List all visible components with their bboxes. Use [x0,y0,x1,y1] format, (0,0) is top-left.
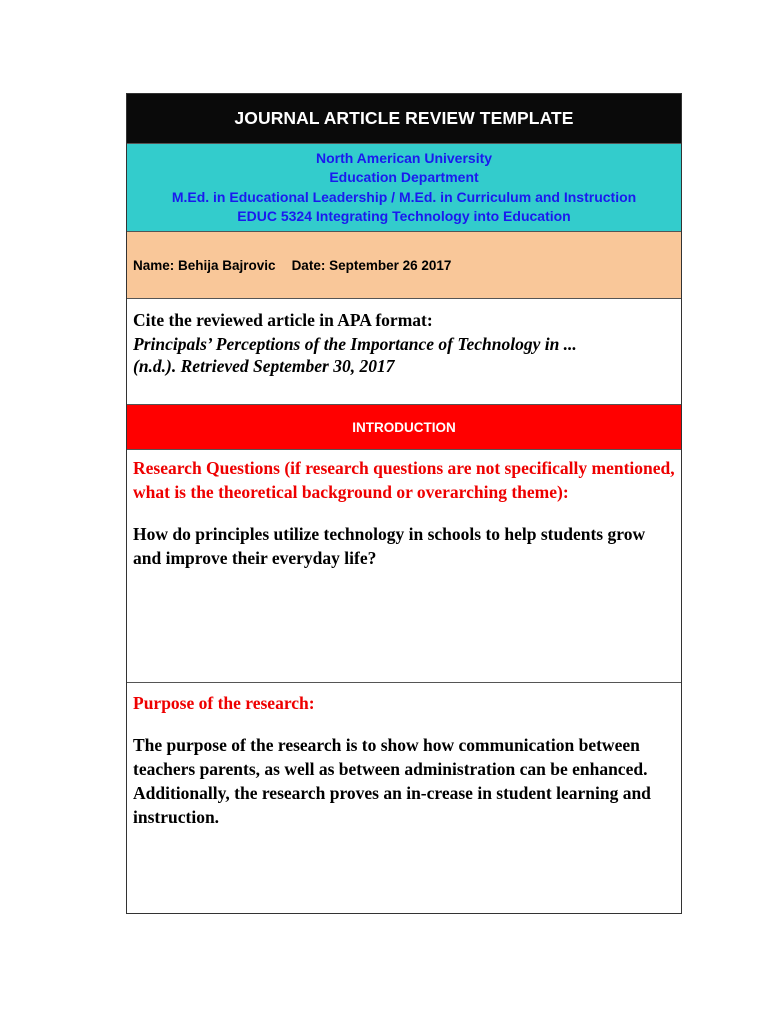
course-name: EDUC 5324 Integrating Technology into Education [237,208,571,224]
research-questions-label: Research Questions (if research questions are not specifically mentioned, what is the theoretical background or overarching theme): [133,458,675,502]
citation-text [133,333,675,377]
program-name: M.Ed. in Educational Leadership / M.Ed. in Curriculum and Instruction [171,188,637,205]
university-name: North American University [315,149,493,166]
citation-label: Cite the reviewed article in APA format: [133,310,433,330]
introduction-header-row [127,405,681,450]
introduction-heading: INTRODUCTION [352,419,456,435]
template-title: JOURNAL ARTICLE REVIEW TEMPLATE [234,108,574,128]
review-date: Date: September 26 2017 [291,257,452,273]
citation-row [127,299,681,405]
purpose-answer: The purpose of the research is to show how communication between teachers parents, as well as between administration can be enhanced. Additionally, the research proves an in-crease in student learning and instruction. [133,735,651,827]
research-questions-row [127,450,681,683]
student-info-row [127,232,681,299]
student-name: Name: Behija Bajrovic [133,257,276,273]
department-name: Education Department [329,169,479,185]
title-row [127,94,681,144]
purpose-label: Purpose of the research: [133,693,315,713]
institution-row [127,144,681,232]
research-questions-answer: How do principles utilize technology in schools to help students grow and improve their everyday life? [133,524,646,568]
citation-line-1: Principals’ Perceptions of the Importance of Technology in ... [133,334,577,354]
citation-line-2: (n.d.). Retrieved September 30, 2017 [133,356,395,376]
purpose-row [127,683,681,913]
review-template-table [126,93,682,914]
